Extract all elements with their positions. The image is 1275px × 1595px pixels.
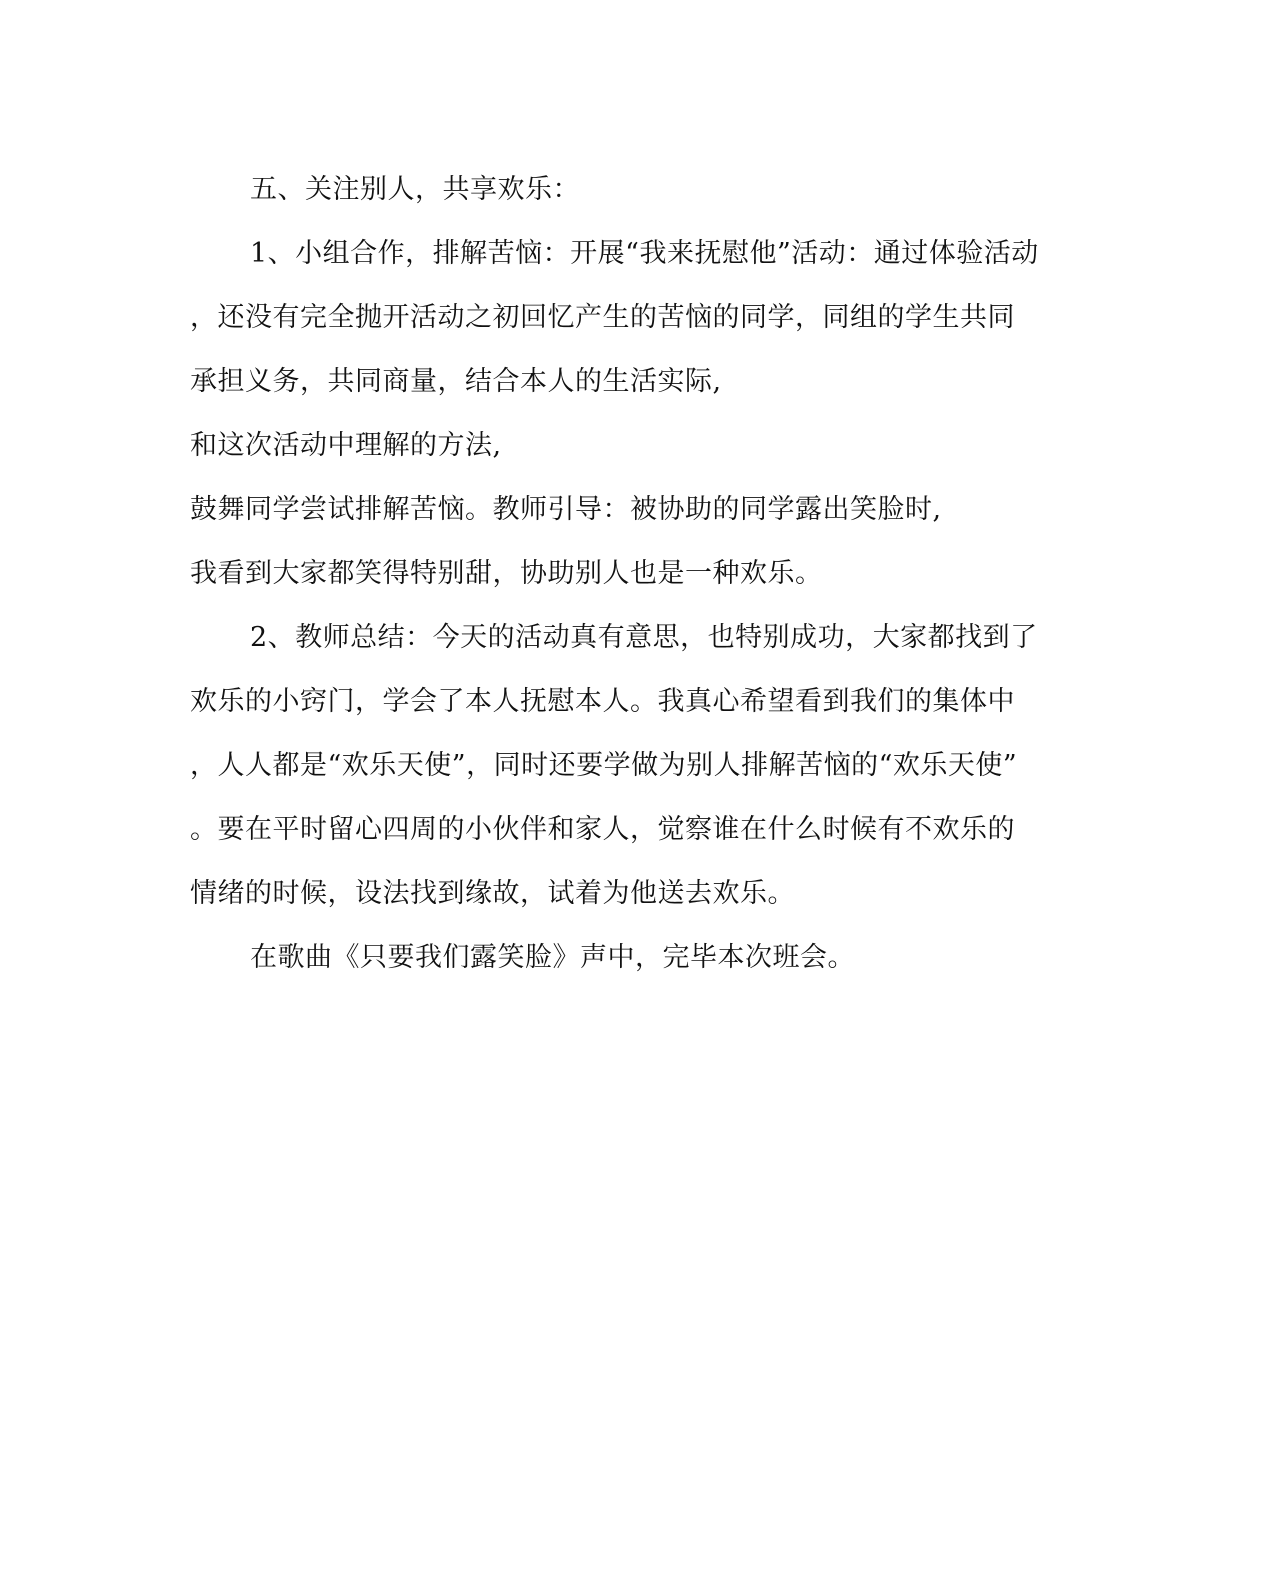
paragraph-line: 鼓舞同学尝试排解苦恼。教师引导：被协助的同学露出笑脸时, xyxy=(190,494,942,525)
paragraph-line: ，还没有完全抛开活动之初回忆产生的苦恼的同学，同组的学生共同 xyxy=(190,302,1015,333)
paragraph-line: 2、教师总结：今天的活动真有意思，也特别成功，大家都找到了 xyxy=(250,622,1038,653)
closing-line: 在歌曲《只要我们露笑脸》声中，完毕本次班会。 xyxy=(250,942,855,973)
paragraph-line: 和这次活动中理解的方法, xyxy=(190,430,502,461)
paragraph-line: 欢乐的小窍门，学会了本人抚慰本人。我真心希望看到我们的集体中 xyxy=(190,686,1015,717)
paragraph-line: 。要在平时留心四周的小伙伴和家人，觉察谁在什么时候有不欢乐的 xyxy=(190,814,1015,845)
paragraph-line: 承担义务，共同商量，结合本人的生活实际, xyxy=(190,366,722,397)
paragraph-line: 1、小组合作，排解苦恼：开展“我来抚慰他”活动：通过体验活动 xyxy=(250,238,1039,269)
paragraph-line: ，人人都是“欢乐天使”，同时还要学做为别人排解苦恼的“欢乐天使” xyxy=(190,750,1018,781)
paragraph-line: 情绪的时候，设法找到缘故，试着为他送去欢乐。 xyxy=(190,878,795,909)
section-heading: 五、关注别人，共享欢乐： xyxy=(250,174,580,205)
paragraph-line: 我看到大家都笑得特别甜，协助别人也是一种欢乐。 xyxy=(190,558,823,589)
